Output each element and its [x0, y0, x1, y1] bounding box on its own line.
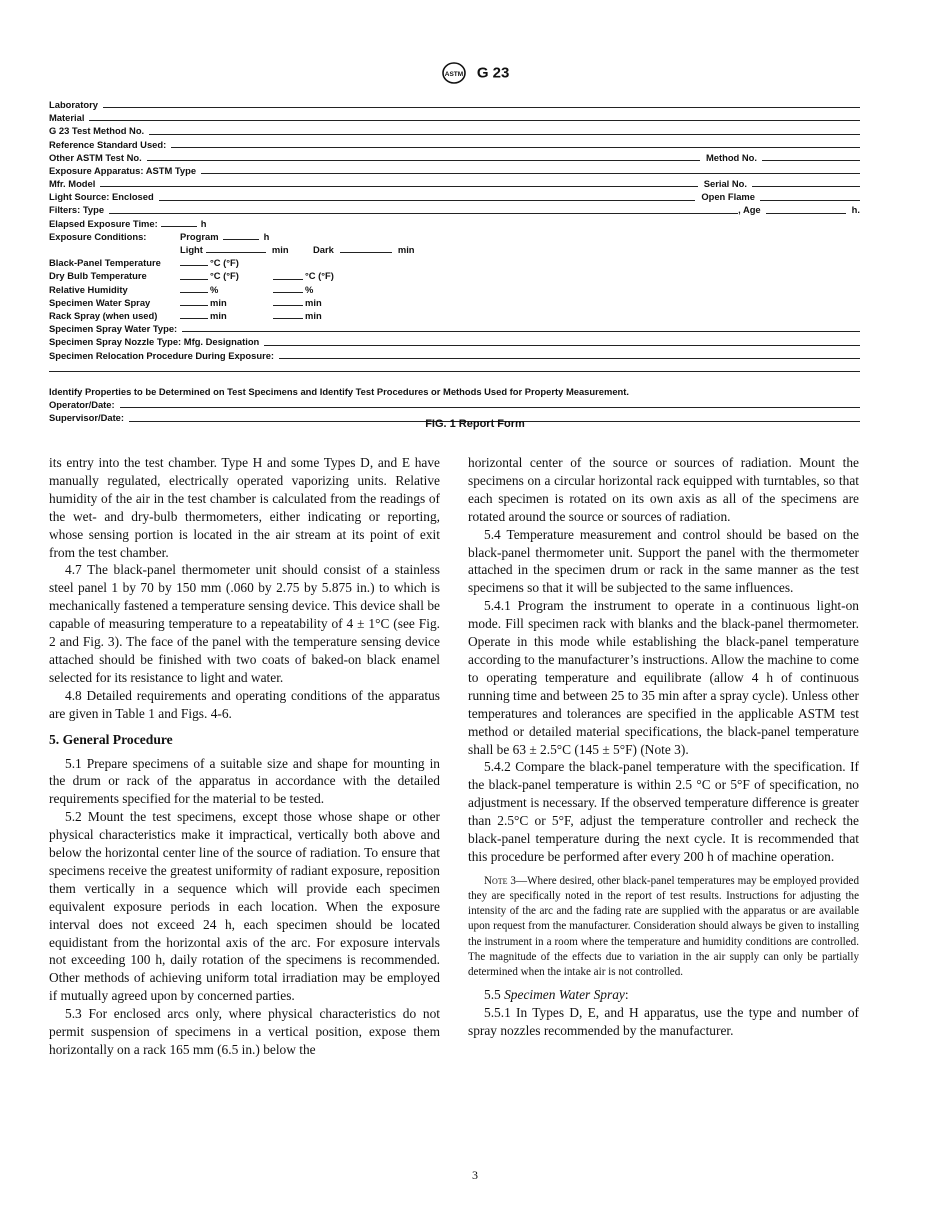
test-method-field[interactable]: [149, 134, 860, 135]
form-row-other-astm: [49, 151, 860, 164]
mfr-model-label: Mfr. Model: [49, 178, 96, 190]
form-row-operator: [49, 398, 860, 411]
black-panel-label: Black-Panel Temperature: [49, 257, 161, 269]
nozzle-label: Specimen Spray Nozzle Type: Mfg. Designation: [49, 336, 260, 348]
supervisor-label: Supervisor/Date:: [49, 412, 125, 424]
water-spray-cell-1: [180, 296, 227, 309]
light-source-label: Light Source: Enclosed: [49, 191, 154, 203]
elapsed-time-label: Elapsed Exposure Time:: [49, 217, 158, 229]
serial-no-field[interactable]: [752, 186, 860, 187]
form-row-light-source: [49, 190, 860, 203]
light-label: Light: [180, 244, 203, 256]
water-spray-unit-1: min: [210, 296, 227, 308]
paragraph-5-4-2: 5.4.2 Compare the black-panel temperature with the specification. If the black-panel temperature is within 2.5 °C or 5°F of specification, no adjustment is necessary. If the observed temperature difference is greater than 2.5°C or 5°F, adjust the temperature controller and recheck the black-panel temperature during the next cycle. It is recommended that this procedure be performed after every 200 h of machine operation.: [468, 759, 859, 864]
dry-bulb-label: Dry Bulb Temperature: [49, 270, 147, 282]
paragraph-4-8: 4.8 Detailed requirements and operating conditions of the apparatus are given in Table 1 and Figs. 4-6.: [49, 687, 440, 721]
form-row-identify: [49, 385, 860, 398]
dry-bulb-cell-1: [180, 269, 239, 282]
form-row-exposure-conditions: [49, 230, 860, 243]
dark-field[interactable]: [340, 252, 392, 253]
relocation-label: Specimen Relocation Procedure During Exposure:: [49, 349, 275, 361]
paragraph-5-5-1: 5.5.1 In Types D, E, and H apparatus, use the type and number of spray nozzles recommended by the manufacturer.: [468, 1005, 859, 1039]
note-3: [468, 874, 859, 980]
program-cell: [180, 230, 269, 243]
humidity-field-1[interactable]: [180, 292, 208, 293]
humidity-unit-2: %: [305, 283, 314, 295]
humidity-cell-2: [273, 283, 313, 296]
dark-label: Dark: [313, 244, 334, 256]
note-label: Note 3: [484, 874, 516, 887]
black-panel-cell: [180, 256, 239, 269]
program-label: Program: [180, 230, 219, 242]
paragraph-5-5: [468, 986, 859, 1004]
mfr-model-field[interactable]: [100, 186, 697, 187]
form-row-nozzle: [49, 335, 860, 348]
spray-water-type-label: Specimen Spray Water Type:: [49, 323, 178, 335]
form-row-humidity: [49, 283, 860, 296]
form-row-laboratory: [49, 98, 860, 111]
rack-spray-field-1[interactable]: [180, 318, 208, 319]
spray-water-type-field[interactable]: [182, 331, 860, 332]
astm-logo-icon: [441, 62, 467, 84]
nozzle-field[interactable]: [264, 345, 860, 346]
light-unit: min: [271, 244, 289, 256]
left-column: [49, 454, 440, 1059]
material-field[interactable]: [89, 120, 860, 121]
laboratory-label: Laboratory: [49, 98, 98, 110]
form-row-black-panel: [49, 256, 860, 269]
black-panel-unit: °C (°F): [210, 257, 239, 269]
dry-bulb-field-1[interactable]: [180, 279, 208, 280]
reference-standard-label: Reference Standard Used:: [49, 138, 167, 150]
filters-field[interactable]: [109, 213, 738, 214]
rack-spray-cell-1: [180, 309, 227, 322]
light-field[interactable]: [206, 252, 266, 253]
paragraph-5-3: 5.3 For enclosed arcs only, where physical characteristics do not permit suspension of specimens in a vertical position, expose them horizontally on a rack 165 mm (6.5 in.) below the: [49, 1006, 440, 1057]
dry-bulb-field-2[interactable]: [273, 279, 303, 280]
dark-unit: min: [397, 244, 415, 256]
relocation-field[interactable]: [279, 358, 860, 359]
elapsed-unit: h: [200, 217, 207, 229]
light-source-field[interactable]: [159, 200, 696, 201]
operator-label: Operator/Date:: [49, 399, 115, 411]
form-row-spray-water-type: [49, 322, 860, 335]
water-spray-field-1[interactable]: [180, 305, 208, 306]
exposure-apparatus-label: Exposure Apparatus: ASTM Type: [49, 164, 197, 176]
paragraph-5-1: 5.1 Prepare specimens of a suitable size and shape for mounting in the drum or rack of the apparatus in accordance with the detailed requirements specified for the material to be tested.: [49, 755, 440, 807]
material-label: Material: [49, 112, 85, 124]
blank-field[interactable]: [49, 371, 860, 372]
rack-spray-cell-2: [273, 309, 322, 322]
form-row-test-method: [49, 124, 860, 137]
paragraph-5-4: 5.4 Temperature measurement and control should be based on the black-panel thermometer unit. Support the panel with the thermometer attached in the specimen drum or rack in the same manner as the test specimens so that it will be subjected to the same influences.: [468, 526, 859, 596]
reference-standard-field[interactable]: [171, 147, 860, 148]
page-header: [0, 62, 950, 84]
logo-text: ASTM: [444, 71, 463, 78]
rack-spray-field-2[interactable]: [273, 318, 303, 319]
note-text: —Where desired, other black-panel temperatures may be employed provided they are specifically noted in the report of test results. Instructions for adjusting the intensity of the arc and the fading rate are supplied with the apparatus or are available upon request from the manufacturer. Consideration should always be given to installing the instrument in a room where the temperature and humidity conditions are controlled. The magnitude of the effects due to variation in the air supply can only be partially determined when the intake air is not controlled.: [468, 874, 859, 979]
form-row-elapsed: [49, 217, 860, 230]
section-5-5-title: Specimen Water Spray: [504, 987, 625, 1003]
form-row-blank: [49, 362, 860, 375]
figure-caption: FIG. 1 Report Form: [425, 418, 525, 430]
rack-spray-unit-2: min: [305, 309, 322, 321]
form-row-water-spray: [49, 296, 860, 309]
humidity-field-2[interactable]: [273, 292, 303, 293]
operator-field[interactable]: [120, 407, 860, 408]
dry-bulb-unit-1: °C (°F): [210, 270, 239, 282]
dry-bulb-unit-2: °C (°F): [305, 270, 334, 282]
method-no-field[interactable]: [762, 160, 860, 161]
form-row-dry-bulb: [49, 269, 860, 282]
form-row-rack-spray: [49, 309, 860, 322]
report-form: [49, 98, 860, 425]
test-method-label: G 23 Test Method No.: [49, 125, 145, 137]
water-spray-field-2[interactable]: [273, 305, 303, 306]
form-row-material: [49, 111, 860, 124]
paragraph-continued-left: its entry into the test chamber. Type H and some Types D, and E have manually regulated, electrically operated vaporizing units. Relative humidity of the air in the test chamber is calculated from the readings of the wet- and dry-bulb thermometers, either indicating or reporting, whose sensing portion is located in the air stream at its point of exit from the test chamber.: [49, 455, 440, 560]
age-unit: h.: [851, 204, 860, 216]
age-field[interactable]: [766, 213, 846, 214]
paragraph-4-7: 4.7 The black-panel thermometer unit should consist of a stainless steel panel 1 by 70 by 150 mm (.060 by 2.75 by 5.875 in.) to which is mechanically fastened a temperature sensing device. This device shall be capable of measuring temperature to a repeatability of 4 ± 1°C (see Fig. 2 and Fig. 3). The face of the panel with the temperature sensing device attached should be finished with two coats of baked-on black enamel selected for its resistance to light and water.: [49, 562, 440, 685]
other-astm-field[interactable]: [147, 160, 700, 161]
form-row-relocation: [49, 349, 860, 362]
dark-cell: [313, 243, 415, 256]
serial-no-label: Serial No.: [703, 178, 747, 190]
program-field[interactable]: [223, 239, 259, 240]
form-row-mfr-model: [49, 177, 860, 190]
paragraph-5-4-1: 5.4.1 Program the instrument to operate in a continuous light-on mode. Fill specimen rack with blanks and the black-panel thermometer. Operate in this mode while establishing the black-panel temperature according to the manufacturer’s instructions. Allow the machine to come to operating temperature and equilibrate (allow 4 h of continuous running time and between 25 to 35 min after a spray cycle). Unless other temperatures and tolerances are specified in the applicable ASTM test method or detailed material specifications, the black-panel temperature shall be 63 ± 2.5°C (145 ± 5°F) (Note 3).: [468, 598, 859, 757]
rack-spray-label: Rack Spray (when used): [49, 309, 158, 321]
water-spray-cell-2: [273, 296, 322, 309]
exposure-conditions-label: Exposure Conditions:: [49, 230, 147, 242]
exposure-apparatus-field[interactable]: [201, 173, 860, 174]
method-no-label: Method No.: [705, 151, 757, 163]
water-spray-label: Specimen Water Spray: [49, 296, 151, 308]
water-spray-unit-2: min: [305, 296, 322, 308]
page-number: 3: [472, 1168, 478, 1182]
open-flame-label: Open Flame: [701, 191, 755, 203]
humidity-cell-1: [180, 283, 218, 296]
elapsed-time-field[interactable]: [161, 226, 197, 227]
paragraph-5-2: 5.2 Mount the test specimens, except those whose shape or other physical characteristics make it impractical, vertically both above and below the horizontal center line of the source of radiation. To ensure that specimens receive the greatest uniformity of radiant exposure, reposition them vertically in a sequence which will provide each specimen equivalent exposure periods in each location. When the exposure interval does not exceed 24 h, each specimen should be located equidistant from the horizontal axis of the arc. For exposure intervals not exceeding 100 h, daily rotation of the specimens is recommended. Other methods of achieving uniform total irradiation may be employed if mutually agreed upon by concerned parties.: [49, 809, 440, 1004]
light-cell: [180, 243, 289, 256]
section-5-5-number: 5.5: [484, 987, 501, 1003]
right-column: [468, 454, 859, 1040]
other-astm-label: Other ASTM Test No.: [49, 151, 142, 163]
dry-bulb-cell-2: [273, 269, 334, 282]
form-row-reference-standard: [49, 138, 860, 151]
open-flame-field[interactable]: [760, 200, 860, 201]
age-label: , Age: [738, 204, 761, 216]
form-row-filters: [49, 204, 860, 217]
identify-properties-label: Identify Properties to be Determined on Test Specimens and Identify Test Procedures or Methods Used for Property Measurement.: [49, 385, 629, 397]
humidity-label: Relative Humidity: [49, 283, 128, 295]
section-heading-5: 5. General Procedure: [49, 731, 173, 747]
section-5-5-colon: :: [624, 987, 629, 1003]
filters-label: Filters: Type: [49, 204, 105, 216]
form-row-light-dark: [49, 243, 860, 256]
program-unit: h: [263, 230, 270, 242]
paragraph-continued-right: horizontal center of the source or sources of radiation. Mount the specimens on a circular horizontal rack equipped with turntables, so that each specimen is rotated on its own axis as all of the specimens are rotated around the source or sources of radiation.: [468, 455, 859, 524]
standard-id: G 23: [476, 64, 510, 82]
humidity-unit-1: %: [210, 283, 219, 295]
form-row-exposure-apparatus: [49, 164, 860, 177]
laboratory-field[interactable]: [103, 107, 860, 108]
rack-spray-unit-1: min: [210, 309, 227, 321]
black-panel-field[interactable]: [180, 265, 208, 266]
